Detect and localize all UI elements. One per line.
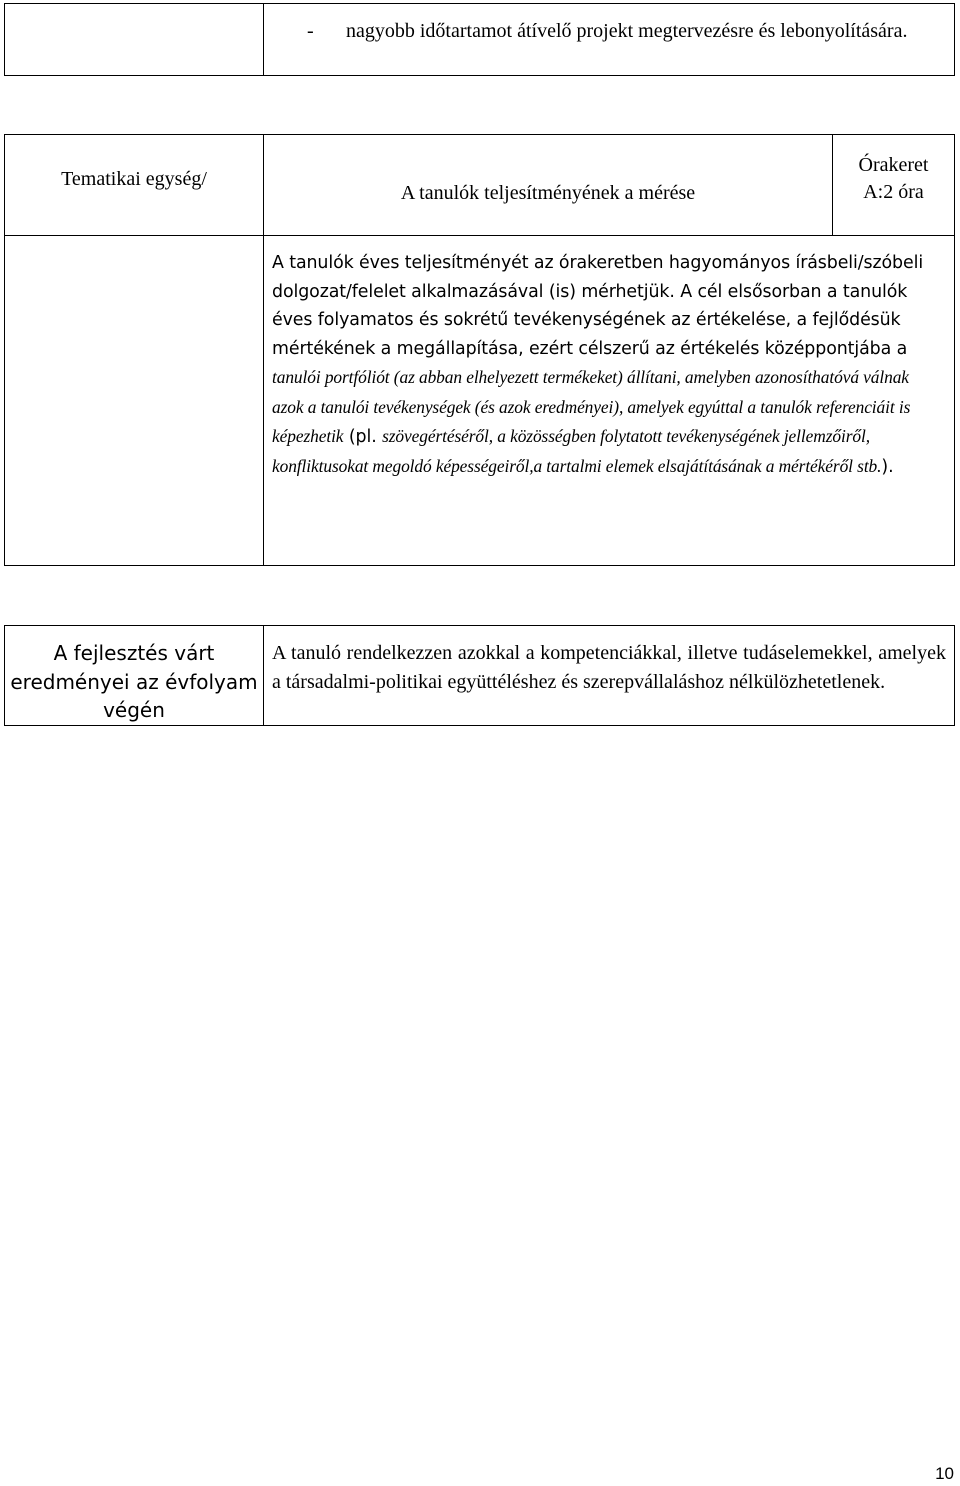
thematic-unit-table [4, 134, 955, 566]
thematic-unit-title: A tanulók teljesítményének a mérése [400, 182, 696, 204]
assessment-text-2: (pl. [343, 427, 383, 447]
dash-list-item [264, 4, 954, 45]
dash-item-text: nagyobb időtartamot átívelő projekt megtervezésre és lebonyolítására. [346, 20, 908, 42]
results-text-cell [264, 626, 955, 726]
assessment-description [264, 236, 954, 481]
assessment-text-3: ). [881, 456, 894, 477]
thematic-unit-label: Tematikai egység/ [61, 168, 207, 190]
results-table [4, 625, 955, 726]
hours-block [833, 135, 954, 206]
continuation-right-cell [264, 4, 955, 76]
hours-label: Órakeret [858, 154, 929, 176]
continuation-table [4, 3, 955, 76]
thematic-body-left-cell [5, 236, 264, 566]
hours-cell [833, 135, 955, 236]
thematic-unit-title-cell [264, 135, 833, 236]
dash-bullet: - [307, 20, 314, 42]
page-number: 10 [935, 1464, 954, 1483]
assessment-text-examples: szövegértéséről, a közösségben folytatott tevékenységének jellemzőiről, konfliktusokat megoldó képességeiről,a tartalmi elemek elsajátításának a mértékéről stb. [272, 426, 882, 476]
results-label-cell [5, 626, 264, 726]
assessment-text-portfolio: tanulói portfóliót (az abban elhelyezett termékeket) állítani, amelyben azonosíthatóvá válnak azok a tanulói tevékenységek (és azok eredményei), amelyek egyúttal a tanulók referenciáit is képezhetik [272, 367, 911, 446]
thematic-unit-label-cell [5, 135, 264, 236]
thematic-body-cell [264, 236, 955, 566]
results-text: A tanuló rendelkezzen azokkal a kompetenciákkal, illetve tudáselemekkel, amelyek a társadalmi-politikai együttéléshez és szerepvállaláshoz nélkülözhetetlenek. [272, 642, 946, 693]
hours-value: A:2 óra [863, 181, 924, 203]
assessment-text-1: A tanulók éves teljesítményét az órakeretben hagyományos írásbeli/szóbeli dolgozat/felelet alkalmazásával (is) mérhetjük. A cél elsősorban a tanulók éves folyamatos és sokrétű tevékenységének az értékelése, a fejlődésük mértékének a megállapítása, ezért célszerű az értékelés középpontjába a [272, 253, 924, 359]
continuation-left-cell [5, 4, 264, 76]
results-label: A fejlesztés várt eredményei az évfolyam végén [10, 641, 258, 722]
